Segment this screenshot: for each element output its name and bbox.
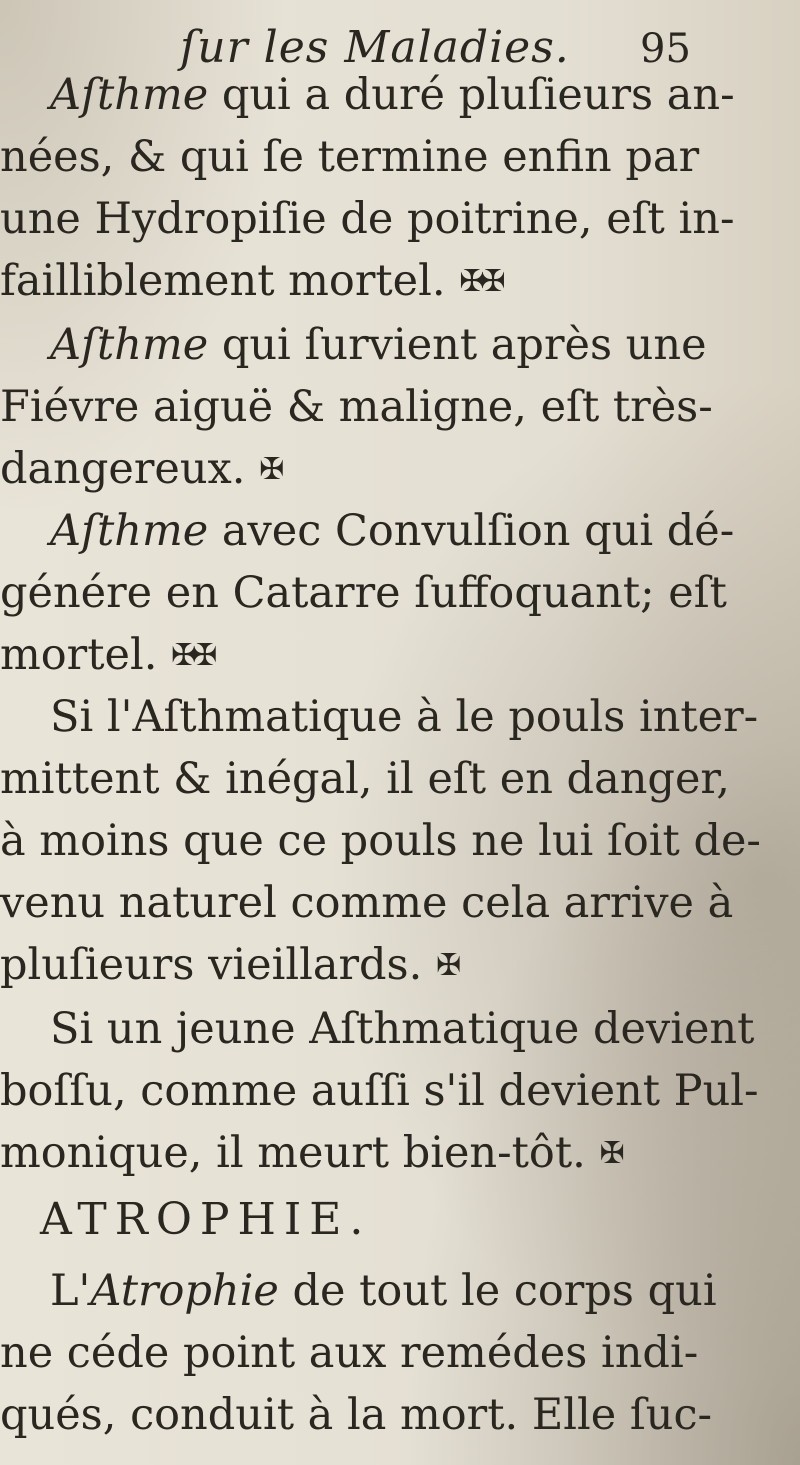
text-line [0, 1128, 621, 1179]
text-line [0, 630, 213, 681]
line-text: génére en Catarre ſuffoquant; eſt [0, 568, 727, 618]
line-text: qui a duré pluſieurs an- [208, 70, 735, 120]
line-text: Si un jeune Aſthmatique devient [50, 1004, 755, 1054]
text-line [0, 444, 280, 495]
text-line [0, 754, 730, 804]
line-text: une Hydropiſie de poitrine, eſt in- [0, 194, 735, 244]
text-line [0, 194, 735, 244]
line-prefix: L' [50, 1266, 91, 1316]
running-title: ſur les Maladies. [180, 22, 570, 73]
text-line [50, 320, 707, 370]
section-heading: ATROPHIE. [40, 1194, 372, 1245]
cross-mark-icon: ✠✠ [171, 638, 214, 673]
text-line [0, 382, 713, 432]
line-text: qués, conduit à la mort. Elle ſuc- [0, 1390, 713, 1440]
line-text: monique, il meurt bien-tôt. [0, 1128, 586, 1178]
page-number: 95 [640, 26, 691, 72]
text-line [0, 568, 727, 618]
line-text: venu naturel comme cela arrive à [0, 878, 734, 928]
line-text: nées, & qui ſe termine enfin par [0, 132, 700, 182]
text-line [50, 1004, 754, 1054]
cross-mark-icon: ✠ [259, 452, 281, 487]
text-line [50, 1266, 717, 1316]
line-text: à moins que ce pouls ne lui ſoit de- [0, 816, 761, 866]
line-text: dangereux. [0, 444, 246, 494]
cross-mark-icon: ✠ [599, 1136, 621, 1171]
line-text: ne céde point aux remédes indi- [0, 1328, 699, 1378]
line-text: Fiévre aiguë & maligne, eſt très- [0, 382, 713, 432]
cross-mark-icon: ✠ [435, 948, 458, 983]
line-text: boſſu, comme auſſi s'il devient Pul- [0, 1066, 759, 1116]
line-text: pluſieurs vieillards. [0, 940, 423, 990]
text-line [0, 1328, 698, 1378]
text-line [0, 1066, 759, 1116]
text-line [0, 940, 457, 991]
text-line [0, 878, 733, 928]
italic-term: Aſthme [50, 320, 209, 370]
text-line [0, 132, 699, 182]
line-text: mittent & inégal, il eſt en danger, [0, 754, 730, 804]
line-text: de tout le corps qui [278, 1266, 717, 1316]
line-text: failliblement mortel. [0, 256, 446, 306]
text-line [50, 692, 758, 742]
line-text: Si l'Aſthmatique à le pouls inter- [50, 692, 759, 742]
text-line [0, 1390, 712, 1440]
cross-mark-icon: ✠✠ [459, 264, 502, 299]
line-text: qui ſurvient après une [208, 320, 707, 370]
text-line [0, 816, 761, 866]
text-line [0, 256, 501, 307]
text-line [50, 70, 735, 120]
text-line [50, 506, 734, 556]
italic-term: Aſthme [50, 70, 209, 120]
line-text: mortel. [0, 630, 158, 680]
line-text: avec Convulſion qui dé- [208, 506, 735, 556]
italic-term: Aſthme [50, 506, 209, 556]
italic-term: Atrophie [90, 1266, 279, 1316]
